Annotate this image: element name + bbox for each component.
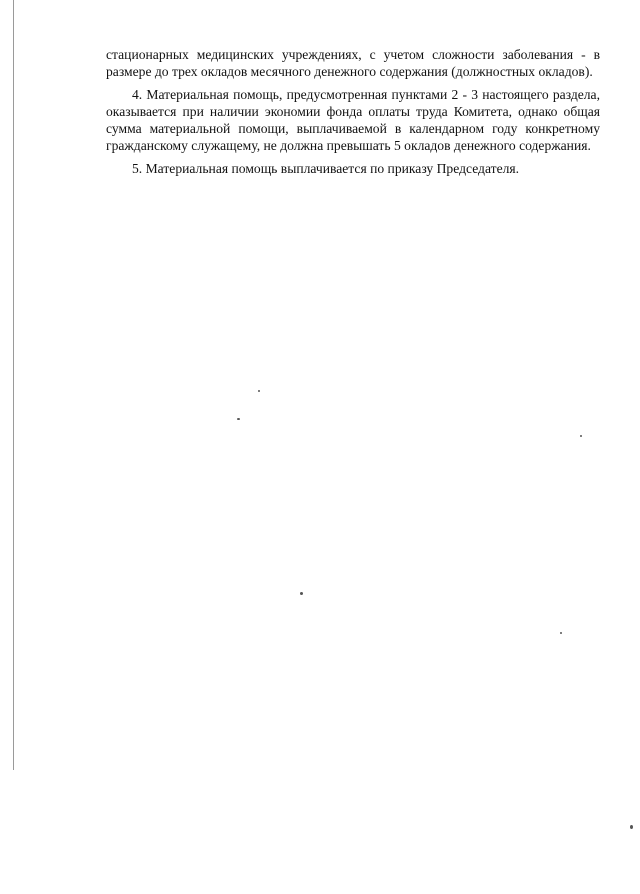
scan-speck	[560, 632, 562, 634]
scan-speck	[580, 435, 582, 437]
scan-speck	[237, 418, 240, 420]
scan-speck	[300, 592, 303, 595]
paragraph-item-4: 4. Материальная помощь, предусмотренная пунктами 2 - 3 настоящего раздела, оказывается при наличии экономии фонда оплаты труда Комитета, однако общая сумма материальной помощи, выплачиваемой в календарном году конкретному гражданскому служащему, не должна превышать 5 окладов денежного содержания.	[106, 87, 600, 153]
scan-speck	[630, 825, 633, 829]
scan-edge-line	[13, 0, 14, 770]
paragraph-continuation: стационарных медицинских учреждениях, с учетом сложности заболевания - в размере до трех окладов месячного денежного содержания (должностных окладов).	[106, 47, 600, 79]
paragraph-item-5: 5. Материальная помощь выплачивается по приказу Председателя.	[132, 161, 520, 176]
document-body	[106, 46, 600, 183]
scan-speck	[258, 390, 260, 392]
